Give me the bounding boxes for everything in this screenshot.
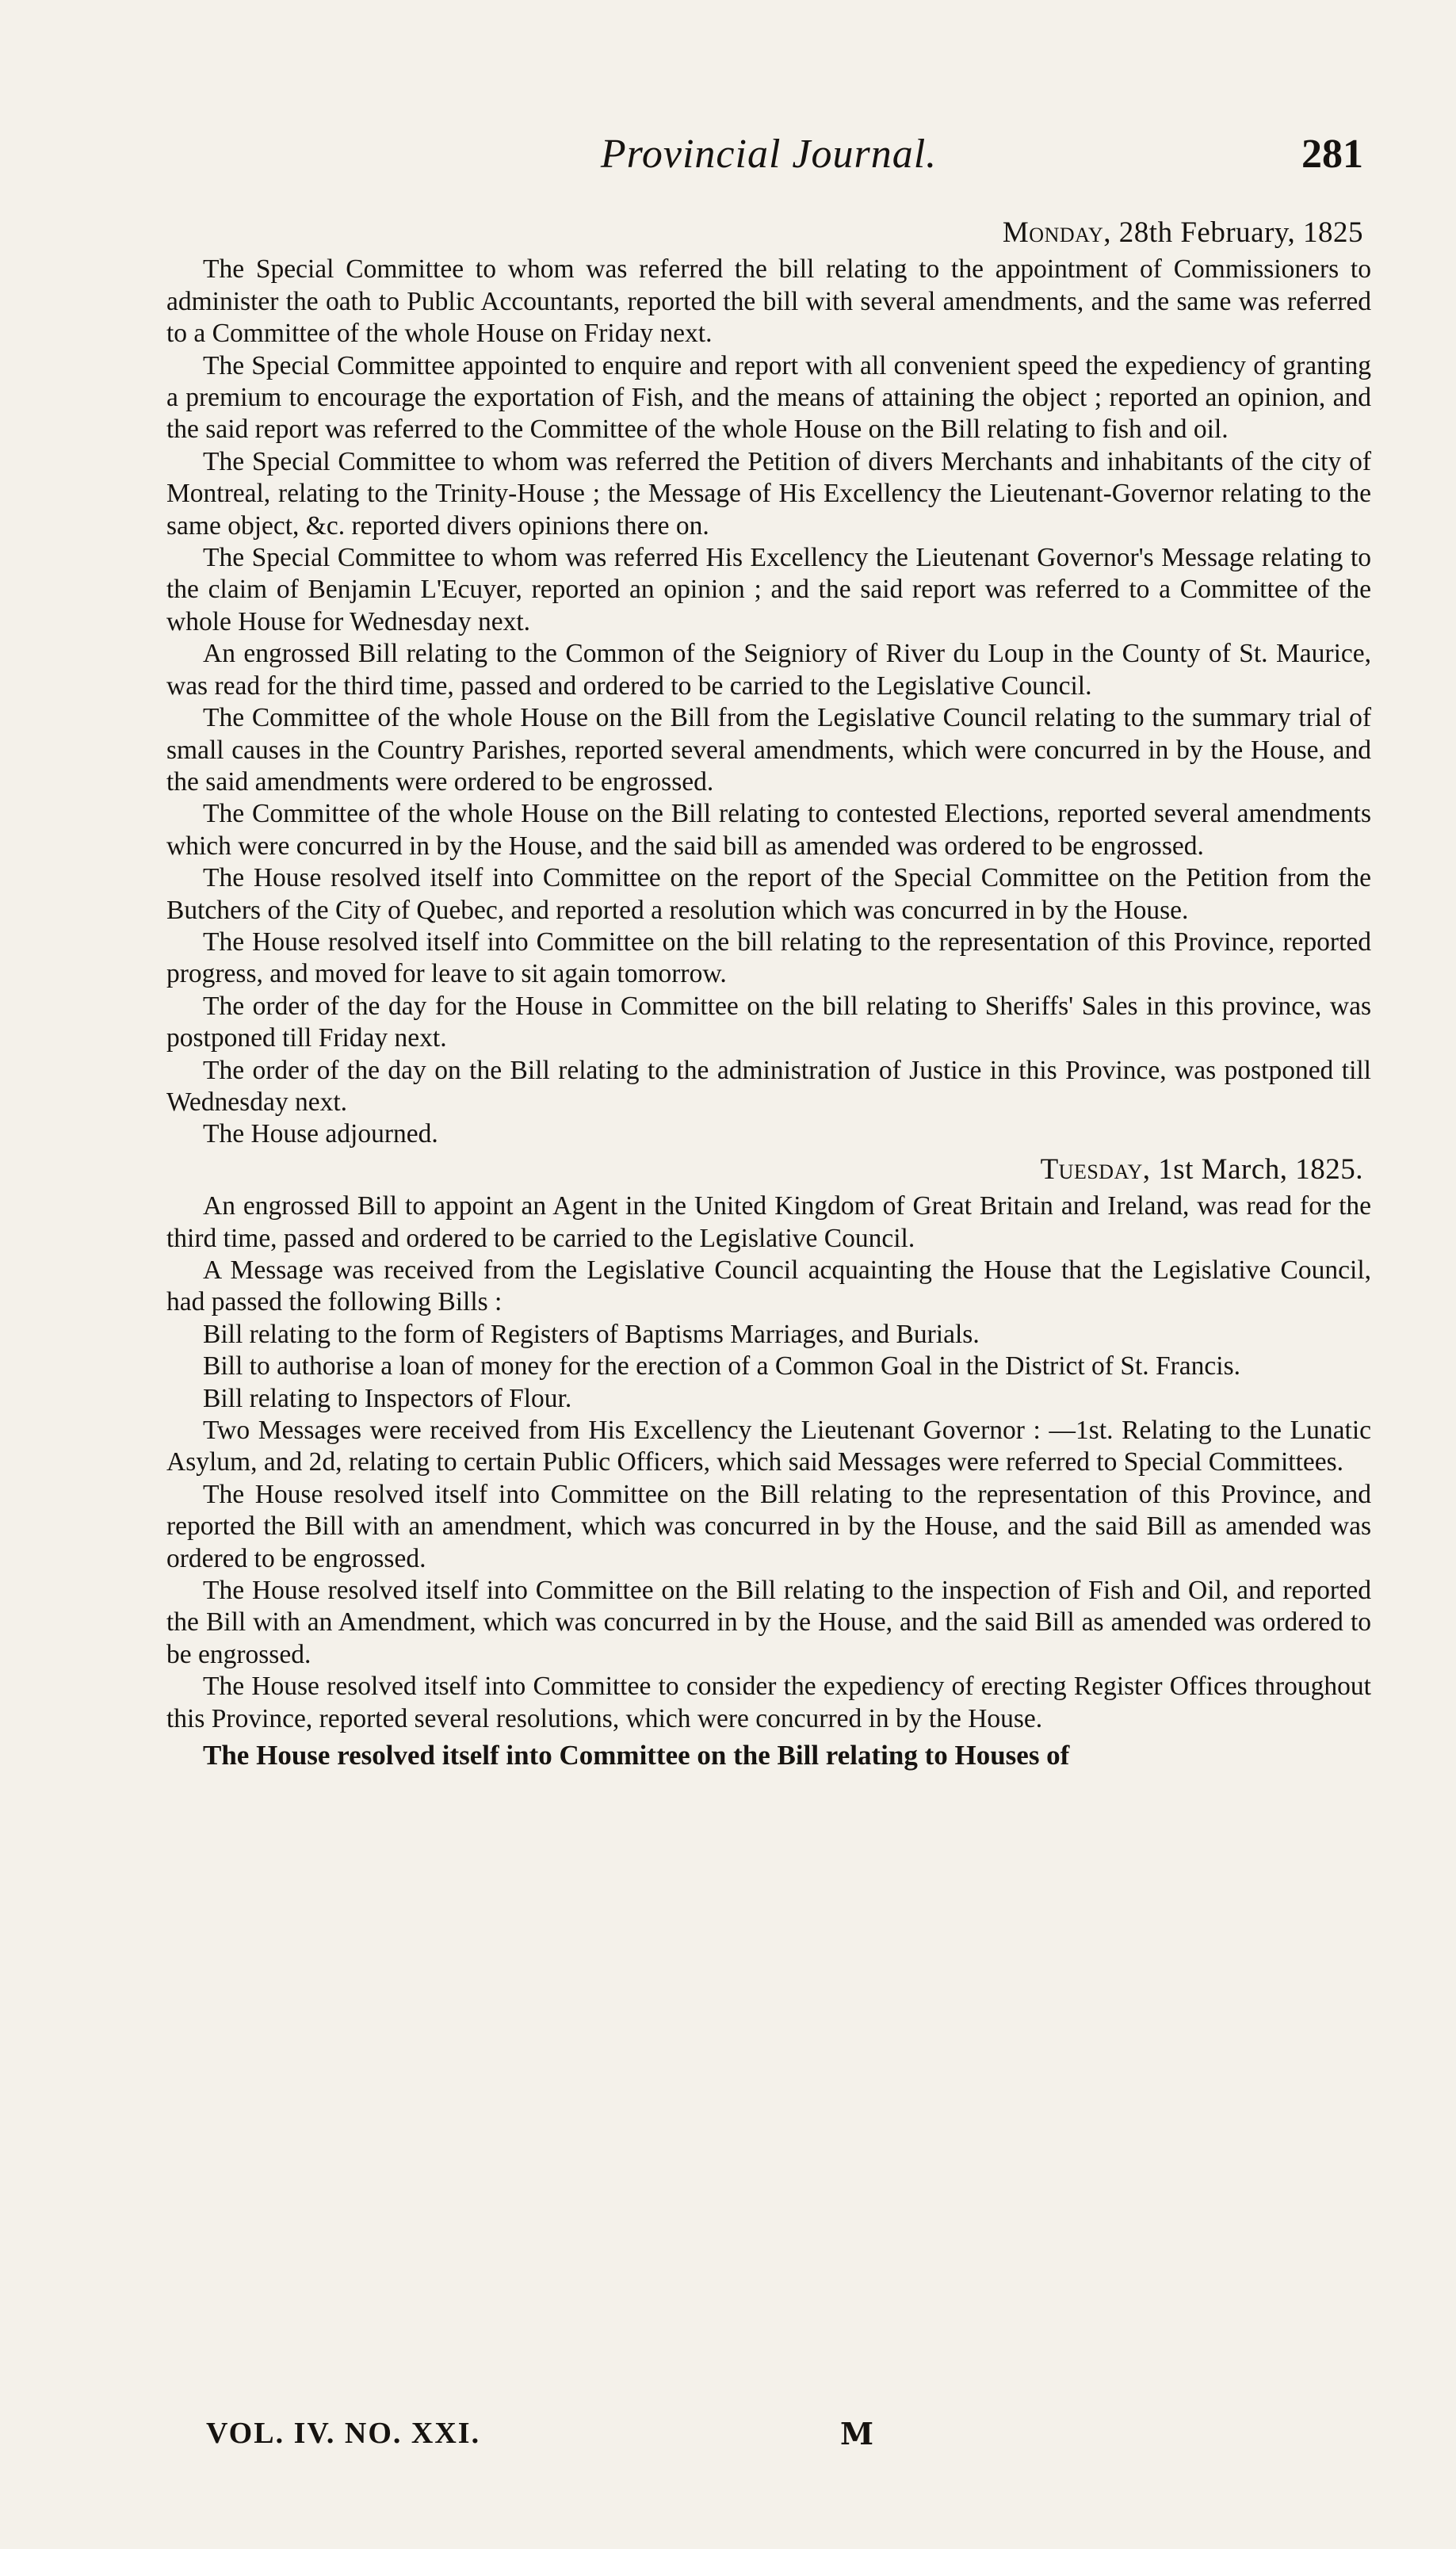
bill-list-item: Bill to authorise a loan of money for the erection of a Common Goal in the District of St. Francis. bbox=[203, 1351, 1241, 1382]
gathering-signature: M bbox=[840, 2416, 876, 2452]
paragraph: The Special Committee to whom was referred the bill relating to the appointment of Commissioners to administer the oath to Public Accountants, reported the bill with several amendments, and the same was referred to a Committee of the whole House on Friday next. bbox=[166, 254, 1371, 349]
paragraph: The Committee of the whole House on the Bill relating to contested Elections, reported several amendments which were concurred in by the House, and the said bill as amended was ordered to be engrossed. bbox=[166, 799, 1371, 861]
paragraph: An engrossed Bill to appoint an Agent in the United Kingdom of Great Britain and Ireland, was read for the third time, passed and ordered to be carried to the Legislative Council. bbox=[166, 1191, 1371, 1253]
entry-date-tuesday bbox=[166, 1154, 1363, 1186]
trailing-line: The House resolved itself into Committee on the Bill relating to Houses of bbox=[203, 1740, 1070, 1771]
paragraph: An engrossed Bill relating to the Common of the Seigniory of River du Loup in the County of St. Maurice, was read for the third time, passed and ordered to be carried to the Legislative Council. bbox=[166, 639, 1371, 701]
entry-date-monday bbox=[166, 217, 1363, 249]
bill-list-item: Bill relating to Inspectors of Flour. bbox=[203, 1383, 572, 1413]
page-header bbox=[174, 131, 1363, 194]
paragraph: The House resolved itself into Committee on the bill relating to the representation of this Province, reported progress, and moved for leave to sit again tomorrow. bbox=[166, 927, 1371, 989]
date-day: Monday bbox=[1002, 216, 1104, 249]
date-rest: , 28th February, 1825 bbox=[1103, 216, 1363, 249]
paragraph: The House resolved itself into Committee to consider the expediency of erecting Register Offices throughout this Province, reported several resolutions, which were concurred in by the House. bbox=[166, 1672, 1371, 1733]
date-rest: , 1st March, 1825. bbox=[1142, 1152, 1363, 1186]
volume-signature: VOL. IV. NO. XXI. bbox=[206, 2417, 481, 2450]
paragraph: The House resolved itself into Committee on the Bill relating to the representation of this Province, and reported the Bill with an amendment, which was concurred in by the House, and the said Bill as amended was ordered to be engrossed. bbox=[166, 1479, 1371, 1573]
paragraph: The Special Committee appointed to enquire and report with all convenient speed the expediency of granting a premium to encourage the exportation of Fish, and the means of attaining the object ; reported an opinion, and the said report was referred to the Committee of the whole House on the Bill relating to fish and oil. bbox=[166, 350, 1371, 445]
paragraph: The order of the day for the House in Committee on the bill relating to Sheriffs' Sales in this province, was postponed till Friday next. bbox=[166, 991, 1371, 1053]
paragraph: The Committee of the whole House on the Bill from the Legislative Council relating to the summary trial of small causes in the Country Parishes, reported several amendments, which were concurred in by the House, and the said amendments were ordered to be engrossed. bbox=[166, 703, 1371, 797]
page-number: 281 bbox=[1301, 132, 1363, 177]
paragraph: Two Messages were received from His Excellency the Lieutenant Governor : —1st. Relating to the Lunatic Asylum, and 2d, relating to certain Public Officers, which said Messages were referred to Special Committees. bbox=[166, 1416, 1371, 1477]
paragraph: The order of the day on the Bill relating to the administration of Justice in this Province, was postponed till Wednesday next. bbox=[166, 1055, 1371, 1117]
paragraph-adjourned: The House adjourned. bbox=[203, 1119, 438, 1149]
running-title: Provincial Journal. bbox=[600, 132, 938, 177]
paragraph: A Message was received from the Legislative Council acquainting the House that the Legislative Council, had passed the following Bills : bbox=[166, 1255, 1371, 1317]
paragraph: The Special Committee to whom was referred His Excellency the Lieutenant Governor's Message relating to the claim of Benjamin L'Ecuyer, reported an opinion ; and the said report was referred to a Committee of the whole House for Wednesday next. bbox=[166, 543, 1371, 636]
page-footer bbox=[206, 2416, 1316, 2463]
bill-list-item: Bill relating to the form of Registers of Baptisms Marriages, and Burials. bbox=[203, 1319, 980, 1349]
journal-body bbox=[166, 214, 1371, 1772]
paragraph: The House resolved itself into Committee on the Bill relating to the inspection of Fish and Oil, and reported the Bill with an Amendment, which was concurred in by the House, and the said Bill as amended was ordered to be engrossed. bbox=[166, 1576, 1371, 1669]
paragraph: The Special Committee to whom was referred the Petition of divers Merchants and inhabitants of the city of Montreal, relating to the Trinity-House ; the Message of His Excellency the Lieutenant-Governor relating to the same object, &c. reported divers opinions there on. bbox=[166, 446, 1371, 541]
paragraph: The House resolved itself into Committee on the report of the Special Committee on the Petition from the Butchers of the City of Quebec, and reported a resolution which was concurred in by the House. bbox=[166, 863, 1371, 925]
date-day: Tuesday bbox=[1040, 1152, 1143, 1186]
